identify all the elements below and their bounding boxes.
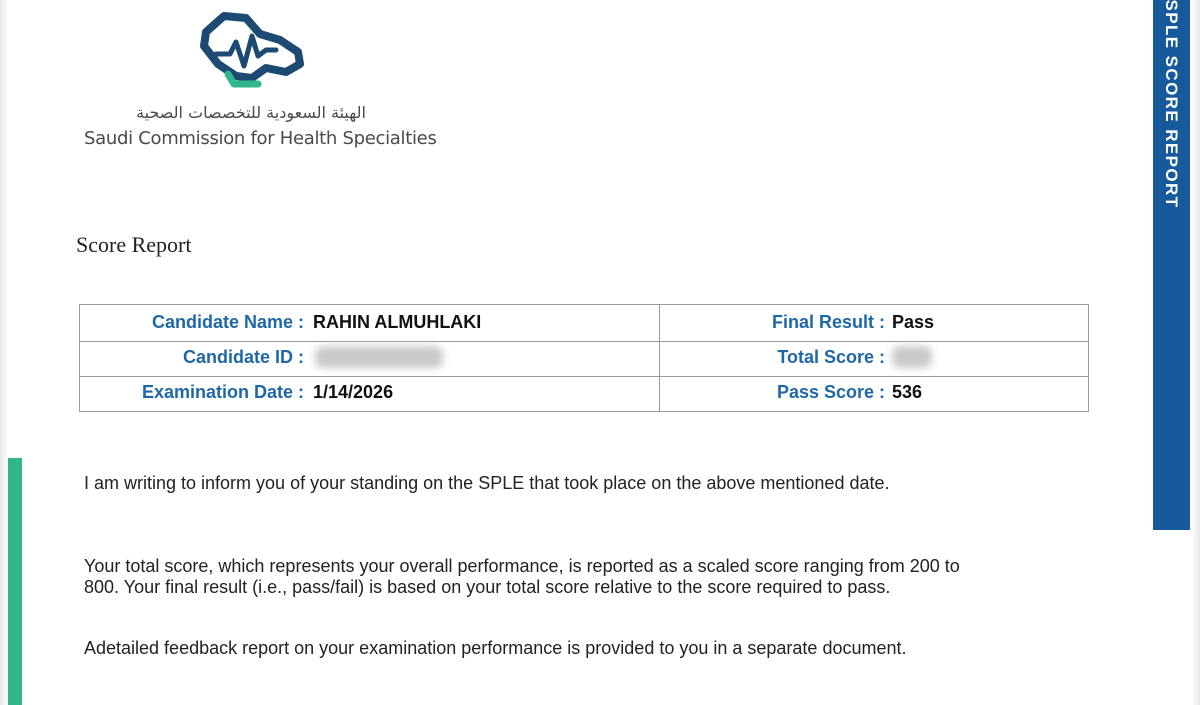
org-name-english: Saudi Commission for Health Specialties — [84, 128, 437, 149]
total-score-redaction — [892, 346, 932, 368]
total-score-label: Total Score : — [777, 347, 885, 367]
paragraph-score-line-2: 800. Your final result (i.e., pass/fail) is based on your total score relative to the score required to pass. — [84, 577, 891, 597]
paragraph-score-line-1: Your total score, which represents your overall performance, is reported as a scaled score ranging from 200 to — [84, 556, 960, 576]
examination-date-label: Examination Date : — [141, 382, 304, 402]
table-row-divider — [80, 341, 1088, 342]
pass-score-value: 536 — [892, 382, 923, 402]
candidate-id-label: Candidate ID : — [182, 347, 304, 367]
page-left-edge — [0, 0, 8, 705]
page-right-edge — [1192, 0, 1200, 705]
candidate-id-redaction — [315, 346, 443, 368]
green-accent-bar — [8, 458, 22, 705]
final-result-label: Final Result : — [771, 312, 885, 332]
org-name-arabic: الهيئة السعودية للتخصصات الصحية — [136, 103, 366, 122]
pass-score-label: Pass Score : — [776, 382, 885, 402]
table-row-divider — [80, 376, 1088, 377]
paragraph-standing: I am writing to inform you of your standing on the SPLE that took place on the above mentioned date. — [84, 473, 890, 493]
candidate-name-value: RAHIN ALMUHLAKI — [313, 312, 482, 332]
document-title: Score Report — [76, 232, 192, 257]
side-banner-label: SPLE SCORE REPORT — [1162, 0, 1181, 209]
table-column-divider — [659, 305, 660, 411]
candidate-name-label: Candidate Name : — [151, 312, 304, 332]
candidate-info-table — [79, 304, 1089, 412]
final-result-value: Pass — [892, 312, 935, 332]
paragraph-feedback: Adetailed feedback report on your examination performance is provided to you in a separate document. — [84, 638, 907, 658]
scfhs-logo-icon — [196, 6, 306, 98]
examination-date-value: 1/14/2026 — [313, 382, 394, 402]
